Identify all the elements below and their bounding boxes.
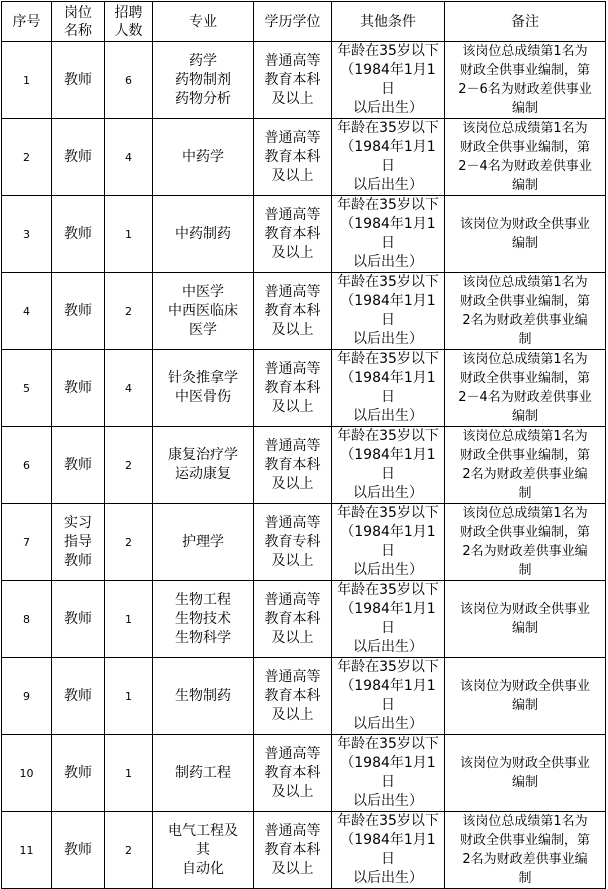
cell-line: 财政全供事业编制，第 [459,140,590,155]
cell-seq: 11 [2,812,52,889]
cell-hire-count: 4 [105,350,153,427]
cell-line: 编制 [511,236,538,251]
cell-seq: 9 [2,658,52,735]
cell-line: （1984年1月1日 [340,755,436,790]
cell-line: 生物技术 [175,610,231,627]
cell-remarks [445,812,606,889]
cell-line: 年龄在35岁以下 [337,813,439,829]
cell-line: 该岗位为财政全供事业 [459,602,590,617]
cell-line: 以后出生） [353,639,423,655]
cell-line: 护理学 [182,533,224,550]
cell-line: 编制 [511,621,538,636]
cell-remarks [445,658,606,735]
cell-hire-count: 2 [105,812,153,889]
cell-major [153,196,254,273]
cell-hire-count: 2 [105,504,153,581]
cell-line: 自动化 [182,860,224,877]
cell-conditions [332,581,445,658]
cell-line: 备注 [511,13,539,30]
cell-line: 以后出生） [353,331,423,347]
cell-line: 教育本科 [264,610,321,627]
cell-line: 年龄在35岁以下 [337,582,439,598]
cell-post-name [52,504,105,581]
cell-line: 普通高等 [264,206,321,223]
cell-line: 教育本科 [264,379,321,396]
table-row [2,273,606,350]
cell-line: 针灸推拿学 [168,370,238,386]
cell-line: 及以上 [271,167,314,184]
cell-remarks [445,273,606,350]
cell-seq: 3 [2,196,52,273]
cell-major [153,273,254,350]
cell-line: 财政全供事业编制，第 [459,63,590,78]
cell-major [153,350,254,427]
cell-line: 药学 [189,52,217,69]
cell-conditions [332,42,445,119]
table-row [2,42,606,119]
cell-conditions [332,735,445,812]
table-row [2,119,606,196]
cell-line: 普通高等 [264,437,321,454]
cell-line: 及以上 [271,90,314,107]
cell-line: 以后出生） [353,177,423,193]
cell-post-name [52,196,105,273]
cell-line: 2名为财政差供事业编 [462,313,588,328]
cell-remarks [445,735,606,812]
cell-conditions [332,273,445,350]
cell-line: 普通高等 [264,52,321,69]
cell-line: 普通高等 [264,514,321,531]
cell-line: （1984年1月1日 [340,370,436,405]
cell-hire-count: 1 [105,196,153,273]
header-conditions [332,2,445,42]
cell-hire-count: 2 [105,427,153,504]
cell-seq: 10 [2,735,52,812]
cell-line: 年龄在35岁以下 [337,274,439,290]
header-hire-count [105,2,153,42]
cell-line: 教师 [64,302,92,319]
cell-line: 2名为财政差供事业编 [462,467,588,482]
cell-line: 及以上 [271,321,314,338]
cell-line: 教师 [64,379,92,396]
cell-line: 其他条件 [360,13,416,30]
cell-conditions [332,427,445,504]
cell-line: 以后出生） [353,870,423,886]
cell-line: 教育本科 [264,456,321,473]
cell-line: 人数 [114,22,143,39]
cell-line: 教师 [64,610,92,627]
cell-line: 普通高等 [264,360,321,377]
cell-line: 教师 [64,764,92,781]
cell-line: 年龄在35岁以下 [337,505,439,521]
cell-line: （1984年1月1日 [340,678,436,713]
cell-line: 普通高等 [264,668,321,685]
cell-remarks [445,427,606,504]
cell-line: （1984年1月1日 [340,447,436,482]
cell-hire-count: 1 [105,735,153,812]
cell-line: 教师 [64,148,92,165]
cell-degree [254,504,332,581]
cell-line: （1984年1月1日 [340,293,436,328]
cell-line: （1984年1月1日 [340,62,436,97]
cell-line: 中药制药 [175,225,231,242]
cell-post-name [52,427,105,504]
cell-line: 该岗位总成绩第1名为 [462,506,588,521]
cell-line: （1984年1月1日 [340,601,436,636]
cell-line: 教师 [64,71,92,88]
cell-line: 其 [196,841,210,858]
cell-line: 及以上 [271,860,314,877]
cell-degree [254,119,332,196]
cell-line: 电气工程及 [168,822,238,839]
cell-line: 2－6名为财政差供事业 [458,82,592,97]
cell-line: 编制 [511,178,538,193]
cell-line: 财政全供事业编制，第 [459,833,590,848]
cell-line: 财政全供事业编制，第 [459,448,590,463]
cell-line: 中药学 [182,148,224,165]
cell-line: 制 [518,486,532,501]
cell-line: 以后出生） [353,485,423,501]
table-row [2,427,606,504]
cell-line: 编制 [511,698,538,713]
cell-degree [254,581,332,658]
cell-conditions [332,658,445,735]
cell-line: 教师 [64,552,92,569]
header-seq [2,2,52,42]
table-row [2,812,606,889]
cell-degree [254,427,332,504]
cell-line: 招聘 [114,4,143,21]
cell-line: 该岗位为财政全供事业 [459,217,590,232]
cell-line: 及以上 [271,783,314,800]
cell-line: 生物制药 [175,687,231,704]
cell-seq: 5 [2,350,52,427]
cell-degree [254,350,332,427]
cell-line: 2－4名为财政差供事业 [458,159,592,174]
cell-major [153,812,254,889]
cell-remarks [445,504,606,581]
cell-line: 财政全供事业编制，第 [459,525,590,540]
cell-line: 中医骨伤 [175,389,231,405]
cell-degree [254,273,332,350]
cell-line: 该岗位为财政全供事业 [459,756,590,771]
cell-seq: 8 [2,581,52,658]
cell-seq: 1 [2,42,52,119]
cell-degree [254,658,332,735]
cell-line: 普通高等 [264,129,321,146]
cell-conditions [332,504,445,581]
cell-line: 普通高等 [264,591,321,608]
cell-line: 实习 [64,514,92,531]
header-row [2,2,606,42]
cell-line: 普通高等 [264,745,321,762]
cell-line: 教育本科 [264,687,321,704]
cell-line: 药物制剂 [175,71,231,88]
cell-hire-count: 6 [105,42,153,119]
cell-line: 中医学 [182,283,224,300]
cell-line: 序号 [12,13,41,30]
cell-line: 年龄在35岁以下 [337,736,439,752]
cell-line: 及以上 [271,706,314,723]
cell-post-name [52,812,105,889]
cell-line: 运动康复 [175,466,231,482]
cell-line: 及以上 [271,244,314,261]
cell-post-name [52,581,105,658]
cell-line: 2－4名为财政差供事业 [458,390,592,405]
cell-line: 名称 [64,22,92,39]
cell-line: 年龄在35岁以下 [337,120,439,136]
cell-line: 以后出生） [353,408,423,424]
cell-line: 制 [518,871,532,886]
cell-line: 编制 [511,775,538,790]
cell-line: 年龄在35岁以下 [337,428,439,444]
cell-line: 及以上 [271,398,314,415]
cell-degree [254,735,332,812]
cell-line: 教育本科 [264,764,321,781]
cell-line: 生物科学 [175,629,231,646]
cell-line: 教育本科 [264,71,321,88]
cell-line: 康复治疗学 [168,447,238,463]
cell-post-name [52,350,105,427]
cell-line: 年龄在35岁以下 [337,43,439,59]
cell-line: 教育本科 [264,302,321,319]
cell-line: 年龄在35岁以下 [337,659,439,675]
cell-line: 指导 [64,533,92,550]
cell-line: 教育本科 [264,841,321,858]
cell-seq: 2 [2,119,52,196]
cell-line: 教师 [64,687,92,704]
cell-remarks [445,581,606,658]
cell-line: 该岗位总成绩第1名为 [462,814,588,829]
cell-hire-count: 2 [105,273,153,350]
cell-line: 及以上 [271,629,314,646]
cell-major [153,42,254,119]
cell-seq: 7 [2,504,52,581]
header-post-name [52,2,105,42]
header-degree [254,2,332,42]
cell-line: （1984年1月1日 [340,139,436,174]
cell-line: 2名为财政差供事业编 [462,852,588,867]
cell-degree [254,42,332,119]
cell-line: （1984年1月1日 [340,832,436,867]
cell-line: 以后出生） [353,100,423,116]
cell-line: （1984年1月1日 [340,216,436,251]
cell-line: （1984年1月1日 [340,524,436,559]
cell-line: 普通高等 [264,822,321,839]
cell-line: 编制 [511,101,538,116]
cell-conditions [332,196,445,273]
cell-major [153,658,254,735]
cell-post-name [52,273,105,350]
cell-line: 岗位 [64,4,92,21]
cell-line: 教师 [64,225,92,242]
cell-line: 以后出生） [353,254,423,270]
cell-post-name [52,658,105,735]
cell-hire-count: 1 [105,581,153,658]
cell-line: 该岗位总成绩第1名为 [462,429,588,444]
cell-line: 药物分析 [175,90,231,107]
cell-seq: 4 [2,273,52,350]
cell-line: 以后出生） [353,793,423,809]
table-row [2,196,606,273]
cell-post-name [52,42,105,119]
cell-line: 制药工程 [175,764,231,781]
cell-major [153,119,254,196]
cell-line: 中西医临床 [168,302,238,319]
cell-degree [254,812,332,889]
cell-line: 该岗位总成绩第1名为 [462,352,588,367]
cell-line: 医学 [189,321,217,338]
table-row [2,658,606,735]
cell-line: 以后出生） [353,716,423,732]
table-row [2,350,606,427]
recruitment-table [1,1,606,889]
cell-remarks [445,196,606,273]
cell-line: 该岗位总成绩第1名为 [462,275,588,290]
cell-line: 专业 [189,13,217,30]
cell-hire-count: 1 [105,658,153,735]
cell-remarks [445,42,606,119]
cell-line: 该岗位总成绩第1名为 [462,121,588,136]
cell-line: 及以上 [271,552,314,569]
cell-conditions [332,119,445,196]
cell-line: 普通高等 [264,283,321,300]
cell-remarks [445,119,606,196]
cell-line: 制 [518,563,532,578]
cell-remarks [445,350,606,427]
cell-line: 教育专科 [264,533,321,550]
cell-line: 制 [518,332,532,347]
cell-line: 以后出生） [353,562,423,578]
table-row [2,735,606,812]
cell-hire-count: 4 [105,119,153,196]
cell-line: 教师 [64,456,92,473]
cell-post-name [52,735,105,812]
cell-major [153,581,254,658]
cell-major [153,427,254,504]
table-row [2,581,606,658]
cell-line: 财政全供事业编制，第 [459,294,590,309]
cell-line: 编制 [511,409,538,424]
cell-line: 该岗位总成绩第1名为 [462,44,588,59]
cell-line: 年龄在35岁以下 [337,351,439,367]
cell-seq: 6 [2,427,52,504]
cell-post-name [52,119,105,196]
cell-conditions [332,350,445,427]
cell-major [153,735,254,812]
cell-line: 教师 [64,841,92,858]
table-row [2,504,606,581]
cell-line: 财政全供事业编制，第 [459,371,590,386]
cell-major [153,504,254,581]
cell-line: 学历学位 [264,13,321,30]
cell-line: 2名为财政差供事业编 [462,544,588,559]
cell-line: 该岗位为财政全供事业 [459,679,590,694]
cell-degree [254,196,332,273]
cell-conditions [332,812,445,889]
cell-line: 年龄在35岁以下 [337,197,439,213]
cell-line: 教育本科 [264,148,321,165]
header-remarks [445,2,606,42]
header-major [153,2,254,42]
cell-line: 生物工程 [175,591,231,608]
cell-line: 教育本科 [264,225,321,242]
cell-line: 及以上 [271,475,314,492]
